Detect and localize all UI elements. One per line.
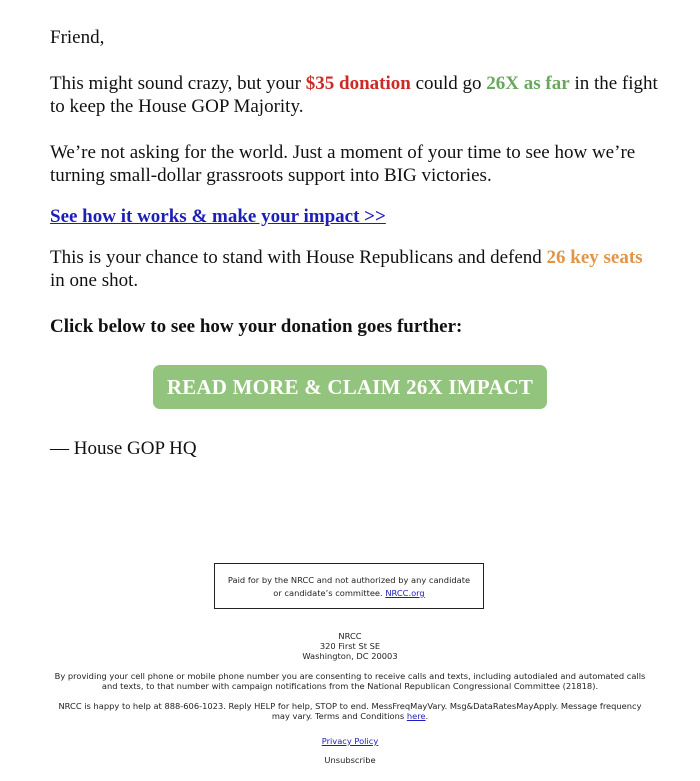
donation-amount: $35 donation bbox=[305, 73, 411, 94]
seats-highlight: 26 key seats bbox=[546, 247, 643, 268]
footer-address-line2: Washington, DC 20003 bbox=[302, 651, 398, 661]
greeting: Friend, bbox=[50, 27, 105, 48]
impact-link[interactable]: See how it works & make your impact >> bbox=[50, 206, 386, 227]
unsubscribe-link[interactable]: Unsubscribe bbox=[324, 755, 376, 765]
footer-consent-text: By providing your cell phone or mobile phone number you are consenting to receive calls and texts, including autodialed and automated calls and texts, to that number with campaign notifications from the National Republican Congressional Committee (21818). bbox=[54, 671, 646, 691]
privacy-policy-wrapper bbox=[250, 736, 450, 746]
paragraph-seats-text-2: in one shot. bbox=[50, 270, 139, 291]
footer-org-name: NRCC bbox=[338, 631, 362, 641]
nrcc-link[interactable]: NRCC.org bbox=[385, 588, 425, 598]
paragraph-donation-text-1: This might sound crazy, but your bbox=[50, 73, 306, 94]
disclaimer-text: Paid for by the NRCC and not authorized by any candidate or candidate’s committee. bbox=[227, 575, 471, 598]
paragraph-donation bbox=[50, 72, 660, 118]
cta-intro: Click below to see how your donation goes further: bbox=[50, 316, 463, 337]
paragraph-donation-text-2: could go bbox=[410, 73, 487, 94]
impact-link-wrapper bbox=[50, 205, 660, 228]
terms-link[interactable]: here bbox=[406, 711, 426, 721]
claim-impact-button[interactable]: READ MORE & CLAIM 26X IMPACT bbox=[153, 365, 547, 409]
signoff: — House GOP HQ bbox=[50, 438, 197, 459]
multiplier-highlight: 26X as far bbox=[486, 73, 570, 94]
help-text-end: . bbox=[425, 711, 429, 721]
paragraph-seats-text-1: This is your chance to stand with House Republicans and defend bbox=[50, 247, 547, 268]
paragraph-grassroots: We’re not asking for the world. Just a moment of your time to see how we’re turning small-dollar grassroots support into BIG victories. bbox=[50, 142, 636, 186]
footer-help-text bbox=[52, 701, 648, 721]
help-text: NRCC is happy to help at 888-606-1023. Reply HELP for help, STOP to end. MessFreqMayVary. Msg&DataRatesMayApply. Message frequency may vary. Terms and Conditions bbox=[58, 701, 642, 721]
paid-for-disclaimer bbox=[214, 563, 484, 609]
paragraph-seats bbox=[50, 246, 660, 292]
privacy-policy-link[interactable]: Privacy Policy bbox=[321, 736, 379, 746]
paragraph-donation-text-3: in the fight to keep the House GOP Majority. bbox=[50, 73, 658, 117]
footer-address-line1: 320 First St SE bbox=[319, 641, 381, 651]
